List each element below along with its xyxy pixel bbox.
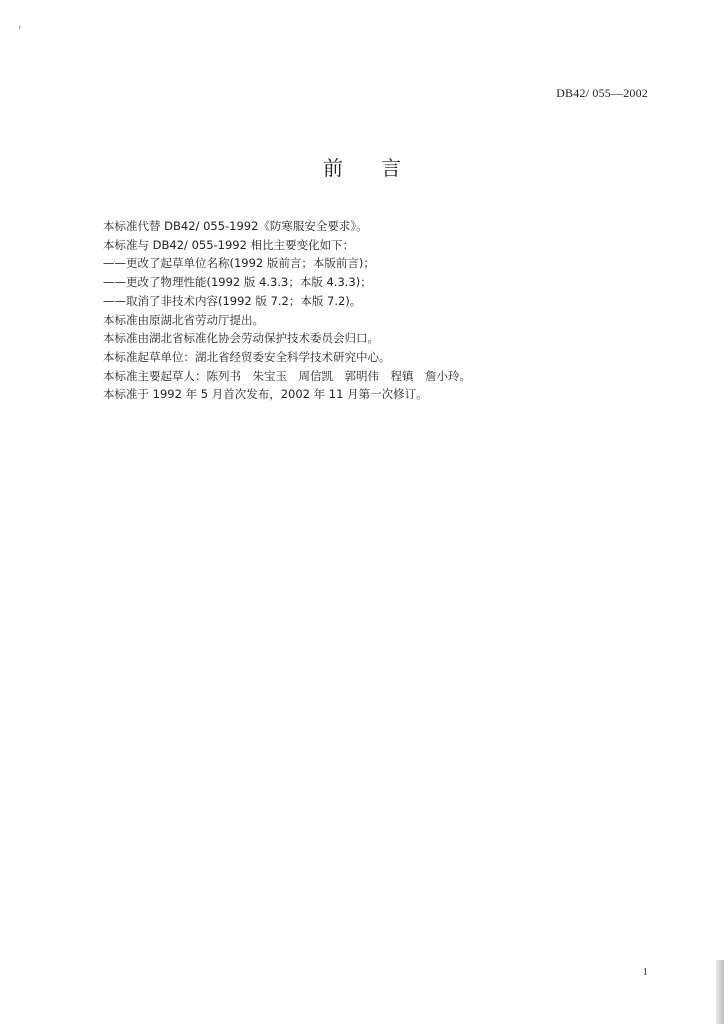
- title-char-2: 言: [381, 156, 401, 180]
- body-line-2: 本标准与 DB42/ 055-1992 相比主要变化如下：: [103, 237, 355, 252]
- foreword-body: [103, 217, 663, 404]
- body-line-5: ——取消了非技术内容(1992 版 7.2；本版 7.2)。: [103, 293, 362, 308]
- body-line-3: ——更改了起草单位名称(1992 版前言；本版前言)；: [103, 256, 375, 271]
- scan-edge-shadow: [716, 960, 724, 1024]
- title-char-1: 前: [323, 156, 343, 180]
- standard-code: DB42/ 055—2002: [556, 86, 648, 100]
- body-line-8: 本标准起草单位：湖北省经贸委安全科学技术研究中心。: [103, 349, 391, 364]
- body-line-7: 本标准由湖北省标准化协会劳动保护技术委员会归口。: [103, 331, 379, 346]
- body-line-9: 本标准主要起草人：陈列书 朱宝玉 周信凯 郭明伟 程镇 詹小玲。: [103, 368, 471, 383]
- body-line-4: ——更改了物理性能(1992 版 4.3.3；本版 4.3.3)；: [103, 275, 372, 290]
- scan-corner-mark: ⸲: [18, 17, 21, 30]
- page-number: 1: [642, 966, 648, 978]
- section-title: [0, 152, 724, 181]
- body-line-6: 本标准由原湖北省劳动厅提出。: [103, 312, 264, 327]
- body-line-1: 本标准代替 DB42/ 055-1992《防寒服安全要求》。: [103, 219, 368, 233]
- body-line-10: 本标准于 1992 年 5 月首次发布，2002 年 11 月第一次修订。: [103, 387, 428, 402]
